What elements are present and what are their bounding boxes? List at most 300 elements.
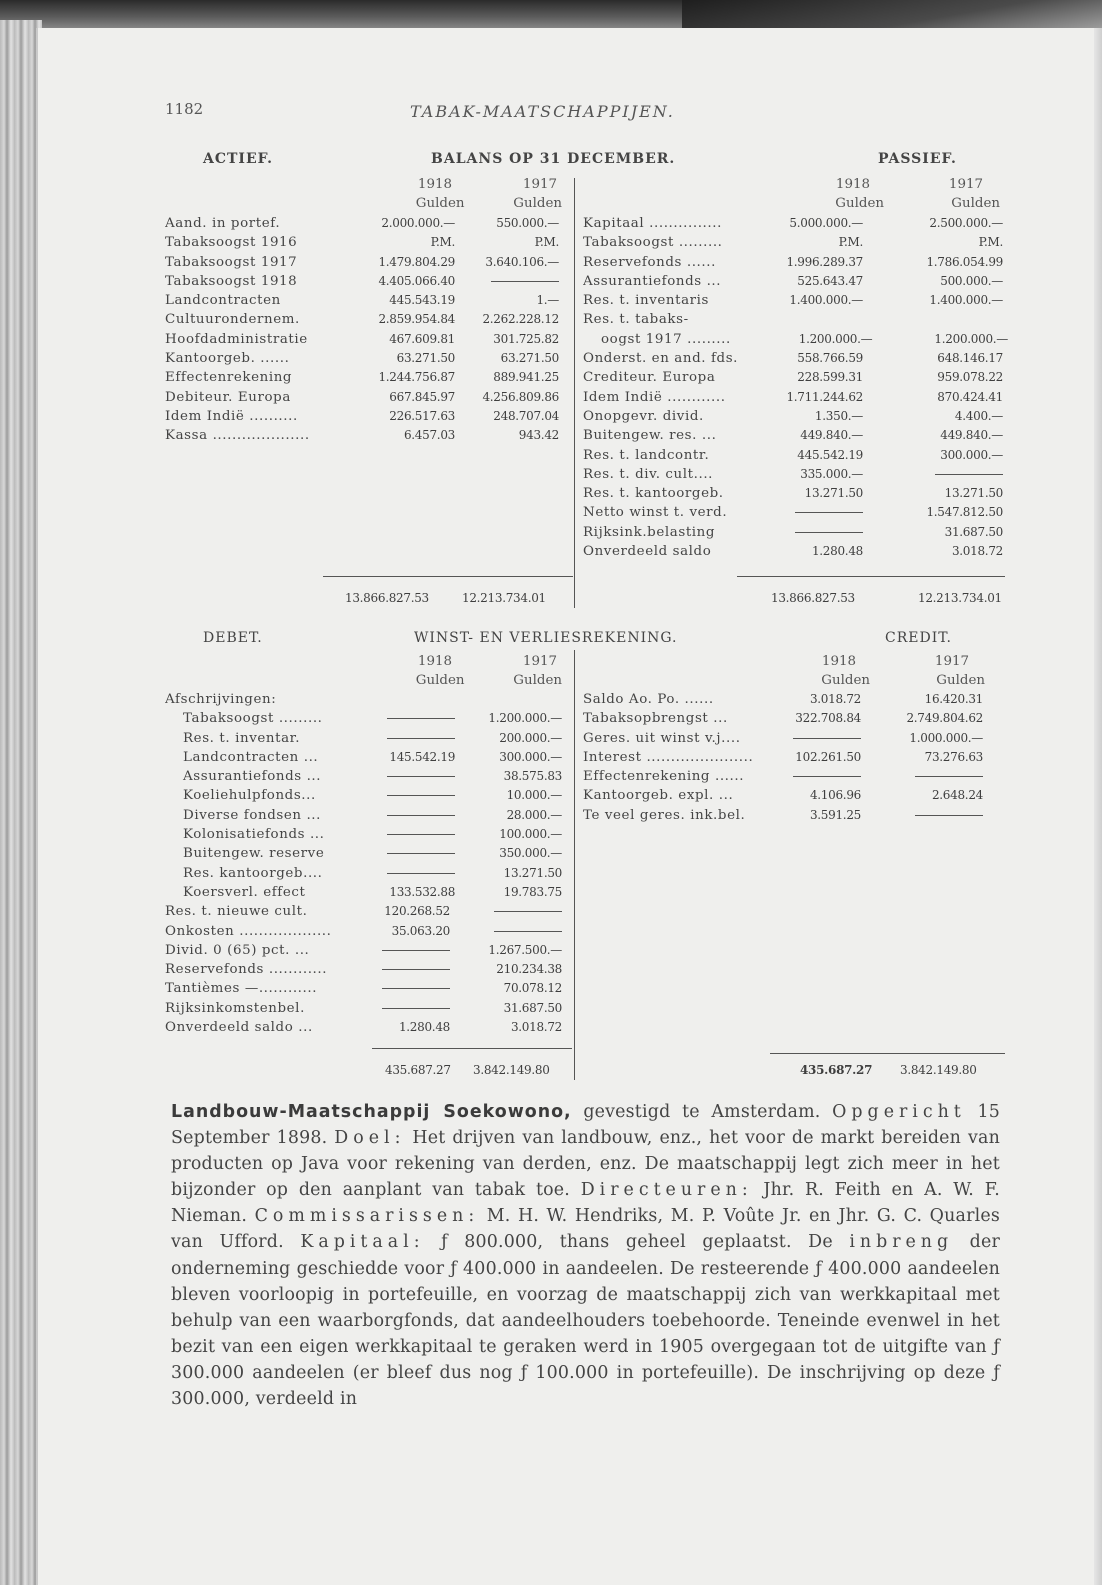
value-1918: 1.996.289.37	[786, 254, 863, 269]
table-row	[165, 214, 562, 233]
value-1918: 1.200.000.—	[798, 331, 873, 346]
table-row	[583, 253, 1008, 272]
value-1917: 1.200.000.—	[934, 331, 1009, 346]
value-1917: 301.725.82	[493, 331, 559, 346]
table-row	[583, 349, 1008, 368]
table-row	[583, 748, 1008, 767]
row-label: Tabaksoogst 1918	[165, 273, 298, 289]
row-label: Koeliehulpfonds...	[183, 788, 316, 804]
value-1918	[379, 786, 455, 805]
row-label: Tabaksopbrengst ...	[583, 711, 728, 727]
passief-total-1918: 13.866.827.53	[771, 591, 855, 605]
value-1918	[787, 729, 861, 748]
row-label: Tabaksoogst 1917	[165, 254, 298, 270]
col-year-1917: 1917	[522, 654, 557, 669]
actief-heading: ACTIEF.	[203, 151, 274, 167]
row-label: Kantoorgeb. ......	[165, 351, 290, 367]
empty-dash	[387, 718, 455, 719]
row-label: Rijksink.belasting	[583, 524, 716, 540]
row-label: Afschrijvingen:	[165, 692, 277, 707]
row-label: Landcontracten	[165, 293, 281, 309]
table-row	[583, 388, 1008, 407]
value-1917	[450, 922, 562, 941]
value-1918: 4.106.96	[809, 788, 861, 803]
value-1918: P.M.	[838, 235, 863, 250]
text-run: Jhr. R. Feith en A. W. F. Nieman.	[171, 1180, 1000, 1227]
keyword-inbreng: inbreng	[849, 1232, 954, 1253]
col-year-1918: 1918	[835, 177, 870, 192]
value-1918: 445.543.19	[389, 293, 455, 308]
value-1917: 2.749.804.62	[906, 711, 983, 726]
empty-dash	[382, 1008, 450, 1009]
empty-dash	[387, 873, 455, 874]
row-label: Reservefonds ............	[165, 962, 328, 978]
page-number: 1182	[165, 100, 204, 118]
row-label: Crediteur. Europa	[583, 370, 716, 386]
table-row	[583, 368, 1008, 387]
text-run: gevestigd te Amsterdam.	[571, 1102, 833, 1122]
value-1918	[787, 767, 861, 786]
empty-dash	[494, 911, 562, 912]
value-1917: 38.575.83	[503, 769, 562, 784]
row-label: Saldo Ao. Po. ......	[583, 692, 714, 707]
row-label: Buitengew. res. ...	[583, 428, 717, 444]
keyword-kapitaal: Kapitaal:	[300, 1232, 425, 1253]
table-row	[165, 233, 562, 252]
value-1917: 550.000.—	[496, 216, 559, 230]
table-row	[583, 233, 1008, 252]
value-1918: 4.405.066.40	[378, 273, 455, 288]
company-description	[171, 1099, 1000, 1412]
text-run: der onderneming geschiedde voor ƒ 400.000 in aandeelen. De resteerende ƒ 400.000 aandeelen bleven voorloopig in portefeuille, en voorzag de maatschappij zich van werkkapitaal met behulp van een waarborgfonds, dat aandeelhouders toebehoorde. Teneinde evenwel in het bezit van een eigen werkkapitaal te geraken werd in 1905 overgegaan tot de uitgifte van ƒ 300.000 aandeelen (er bleef dus nog ƒ 100.000 in portefeuille). De inschrijving op deze ƒ 300.000, verdeeld in	[171, 1232, 1000, 1410]
col-unit-1918: Gulden	[415, 196, 465, 212]
row-label: Tabaksoogst .........	[183, 711, 323, 727]
row-label: Res. t. tabaks-	[583, 312, 689, 328]
table-row	[165, 825, 562, 844]
value-1918: 3.591.25	[809, 807, 861, 822]
row-label: Onverdeeld saldo	[583, 544, 712, 560]
table-row	[583, 426, 1008, 445]
table-row	[165, 690, 562, 709]
value-1918: 5.000.000.—	[789, 216, 863, 230]
value-1917: 1.—	[536, 293, 559, 308]
table-row	[165, 291, 562, 310]
table-row	[583, 690, 1008, 709]
table-row	[583, 214, 1008, 233]
empty-dash	[793, 776, 861, 777]
value-1917: 1.267.500.—	[488, 942, 562, 957]
value-1918	[379, 844, 455, 863]
debet-total-1917: 3.842.149.80	[473, 1063, 550, 1077]
value-1918: 1.280.48	[398, 1020, 450, 1035]
row-label: Tabaksoogst 1916	[165, 235, 298, 251]
table-row	[165, 310, 562, 329]
value-1918: P.M.	[430, 235, 455, 250]
value-1917: 210.234.38	[496, 962, 562, 977]
value-1918: 6.457.03	[403, 428, 455, 443]
running-title: TABAK-MAATSCHAPPIJEN.	[410, 102, 675, 121]
row-label: Koersverl. effect	[183, 884, 306, 900]
credit-total-1918: 435.687.27	[800, 1063, 873, 1077]
value-1917: P.M.	[978, 235, 1003, 250]
balance-divider	[574, 178, 575, 608]
row-label: Effectenrekening	[165, 370, 293, 386]
col-unit-1918: Gulden	[821, 673, 870, 689]
empty-dash	[915, 776, 983, 777]
value-1917: 2.262.228.12	[482, 312, 559, 327]
table-row	[165, 426, 562, 445]
table-row	[165, 330, 562, 349]
row-label: Tantièmes —............	[165, 981, 318, 997]
empty-dash	[387, 815, 455, 816]
table-row	[583, 407, 1008, 426]
table-row	[583, 786, 1008, 805]
value-1918: 120.268.52	[384, 904, 450, 919]
table-row	[583, 465, 1008, 484]
value-1918: 63.271.50	[396, 351, 455, 366]
col-year-1917: 1917	[948, 177, 983, 192]
row-label: Assurantiefonds ...	[583, 273, 722, 289]
text-run: 15 September 1898.	[171, 1102, 1000, 1149]
table-row	[165, 844, 562, 863]
value-1918	[379, 709, 455, 728]
row-label: Res. t. div. cult....	[583, 466, 714, 482]
value-1917	[863, 465, 1003, 484]
empty-dash	[915, 815, 983, 816]
row-label: Assurantiefonds ...	[183, 769, 322, 785]
row-label: Kolonisatiefonds ...	[183, 827, 325, 843]
row-label: Idem Indië ............	[583, 389, 726, 405]
empty-dash	[387, 795, 455, 796]
value-1918	[379, 729, 455, 748]
row-label: Tabaksoogst .........	[583, 235, 723, 251]
table-row	[583, 310, 1008, 329]
row-label: Geres. uit winst v.j....	[583, 730, 741, 746]
row-label: Res. kantoorgeb....	[183, 865, 323, 881]
row-label: Buitengew. reserve	[183, 846, 325, 862]
value-1918: 102.261.50	[795, 749, 861, 764]
value-1917: 449.840.—	[940, 428, 1003, 443]
value-1918: 1.400.000.—	[789, 293, 863, 308]
actief-table	[165, 214, 562, 446]
empty-dash	[387, 738, 455, 739]
col-unit-1917: Gulden	[936, 673, 985, 689]
table-row	[165, 883, 562, 902]
value-1918: 667.845.97	[389, 389, 455, 404]
empty-dash	[491, 281, 559, 282]
table-row	[165, 806, 562, 825]
value-1918: 1.244.756.87	[378, 370, 455, 385]
table-row	[165, 388, 562, 407]
value-1918: 133.532.88	[389, 884, 456, 899]
credit-heading: CREDIT.	[885, 630, 952, 646]
value-1917: 248.707.04	[493, 408, 559, 423]
row-label: Onderst. en and. fds.	[583, 351, 739, 367]
value-1918: 226.517.63	[389, 408, 455, 423]
row-label: Reservefonds ......	[583, 254, 716, 270]
debet-total-rule	[372, 1048, 572, 1049]
value-1917: 959.078.22	[937, 370, 1003, 385]
table-row	[583, 729, 1008, 748]
col-unit-1917: Gulden	[951, 196, 1000, 212]
value-1917	[863, 310, 1003, 329]
value-1918: 3.018.72	[809, 692, 861, 706]
row-label: Res. t. inventaris	[583, 293, 710, 309]
value-1917	[450, 902, 562, 921]
text-run: ƒ 800.000, thans geheel geplaatst. De	[424, 1232, 850, 1253]
value-1917: 10.000.—	[506, 788, 562, 803]
row-label: Rijksinkomstenbel.	[165, 1000, 305, 1016]
value-1918: 1.479.804.29	[378, 254, 455, 269]
row-label: Cultuurondernem.	[165, 312, 300, 328]
row-label: Res. t. kantoorgeb.	[583, 486, 724, 502]
table-row	[165, 729, 562, 748]
table-row	[583, 272, 1008, 291]
row-label: Res. t. nieuwe cult.	[165, 904, 308, 920]
empty-dash	[387, 776, 455, 777]
row-label: Onopgevr. divid.	[583, 408, 704, 424]
value-1917: 73.276.63	[924, 749, 983, 764]
value-1918	[379, 864, 455, 883]
row-label: Res. t. inventar.	[183, 730, 301, 746]
value-1917: 1.200.000.—	[488, 711, 562, 726]
row-label: Idem Indië ..........	[165, 408, 298, 424]
table-row	[583, 806, 1008, 825]
debet-total-1918: 435.687.27	[385, 1063, 451, 1077]
empty-dash	[382, 969, 450, 970]
value-1918: 2.859.954.84	[378, 312, 455, 327]
value-1917: 100.000.—	[499, 827, 562, 842]
value-1917: 4.256.809.86	[482, 389, 559, 404]
debet-table	[165, 690, 562, 1037]
value-1918: 145.542.19	[389, 749, 456, 764]
empty-dash	[382, 988, 450, 989]
col-unit-1917: Gulden	[513, 673, 563, 689]
table-row	[165, 864, 562, 883]
table-row	[583, 523, 1008, 542]
table-row	[165, 922, 562, 941]
value-1918: 1.711.244.62	[786, 389, 863, 404]
value-1917: 70.078.12	[503, 981, 562, 996]
credit-total-1917: 3.842.149.80	[900, 1063, 977, 1077]
value-1918	[370, 690, 450, 709]
row-label: Res. t. landcontr.	[583, 447, 710, 463]
table-row	[165, 253, 562, 272]
value-1918	[775, 503, 863, 522]
value-1917: 648.146.17	[937, 351, 1003, 366]
table-row	[583, 709, 1008, 728]
keyword-doel: Doel:	[334, 1128, 406, 1149]
value-1918	[379, 806, 455, 825]
value-1918	[370, 979, 450, 998]
table-row	[165, 349, 562, 368]
value-1918: 1.350.—	[814, 408, 863, 423]
value-1918: 322.708.84	[795, 711, 861, 726]
value-1917	[861, 767, 983, 786]
scan-top-shadow	[682, 0, 1102, 30]
credit-column-headers	[583, 652, 1003, 691]
passief-total-rule	[737, 576, 1005, 577]
row-label: Divid. 0 (65) pct. ...	[165, 942, 310, 958]
debet-heading: DEBET.	[203, 630, 263, 646]
table-row	[165, 960, 562, 979]
value-1917: 1.000.000.—	[909, 730, 983, 745]
passief-heading: PASSIEF.	[878, 151, 957, 167]
table-row	[583, 330, 1008, 349]
actief-total-1917: 12.213.734.01	[462, 591, 546, 605]
value-1917: 1.786.054.99	[926, 254, 1003, 269]
value-1918: 525.643.47	[797, 273, 863, 288]
col-year-1918: 1918	[417, 177, 452, 192]
table-row	[165, 1018, 562, 1037]
passief-total-1917: 12.213.734.01	[918, 591, 1002, 605]
value-1917: 28.000.—	[506, 807, 562, 822]
value-1917: 500.000.—	[940, 273, 1003, 288]
row-label: Diverse fondsen ...	[183, 807, 322, 823]
table-row	[165, 368, 562, 387]
table-row	[583, 542, 1008, 561]
value-1917: 4.400.—	[954, 408, 1003, 423]
value-1918: 13.271.50	[804, 486, 863, 501]
value-1917	[455, 272, 559, 291]
profit-loss-title: WINST- EN VERLIESREKENING.	[414, 630, 678, 646]
value-1918: 335.000.—	[800, 466, 863, 481]
value-1917	[450, 690, 562, 709]
profit-loss-divider	[574, 650, 575, 1080]
col-year-1918: 1918	[417, 654, 452, 669]
value-1918	[379, 825, 455, 844]
table-row	[165, 941, 562, 960]
text-run: M. H. W. Hendriks, M. P. Voûte Jr. en Jhr. G. C. Quarles van Ufford.	[171, 1206, 1001, 1253]
value-1917: 31.687.50	[503, 1000, 562, 1015]
table-row	[165, 709, 562, 728]
value-1918	[370, 960, 450, 979]
empty-dash	[795, 532, 863, 533]
value-1918	[379, 767, 455, 786]
value-1918: 2.000.000.—	[381, 216, 455, 230]
value-1918: 445.542.19	[797, 447, 863, 462]
row-label: Hoofdadministratie	[165, 331, 308, 347]
balance-sheet-title: BALANS OP 31 DECEMBER.	[431, 151, 676, 167]
row-label: Kassa ....................	[165, 428, 310, 444]
keyword-opgericht: Opgericht	[832, 1102, 966, 1122]
col-year-1917: 1917	[522, 177, 557, 192]
value-1918	[370, 941, 450, 960]
row-label: Landcontracten ...	[183, 749, 319, 765]
row-label: Onverdeeld saldo ...	[165, 1020, 313, 1036]
table-row	[583, 767, 1008, 786]
table-row	[583, 291, 1008, 310]
value-1917: 350.000.—	[499, 846, 562, 861]
table-row	[165, 272, 562, 291]
value-1917: 1.547.812.50	[926, 505, 1003, 520]
row-label: Onkosten ...................	[165, 923, 332, 939]
keyword-commissarissen: Commissarissen:	[254, 1206, 480, 1227]
value-1917: 2.648.24	[931, 788, 983, 803]
col-year-1917: 1917	[934, 654, 969, 669]
col-year-1918: 1918	[821, 654, 856, 669]
credit-table	[583, 690, 1008, 825]
empty-dash	[795, 512, 863, 513]
empty-dash	[793, 738, 861, 739]
value-1917: 870.424.41	[937, 389, 1003, 404]
table-row	[165, 407, 562, 426]
firm-name: Landbouw-Maatschappij Soekowono,	[171, 1102, 572, 1122]
value-1917: 889.941.25	[493, 370, 559, 385]
value-1918: 1.280.48	[811, 544, 863, 559]
page-right-edge	[1094, 28, 1102, 1585]
table-row	[583, 503, 1008, 522]
empty-dash	[382, 950, 450, 951]
value-1918	[775, 310, 863, 329]
col-unit-1918: Gulden	[835, 196, 884, 212]
passief-table	[583, 214, 1008, 561]
empty-dash	[935, 474, 1003, 475]
table-row	[165, 748, 562, 767]
value-1917: P.M.	[534, 235, 559, 250]
value-1917: 13.271.50	[944, 486, 1003, 501]
empty-dash	[494, 931, 562, 932]
value-1917: 2.500.000.—	[929, 216, 1003, 230]
value-1917: 63.271.50	[500, 351, 559, 366]
row-label: Aand. in portef.	[165, 216, 281, 231]
value-1917: 200.000.—	[499, 730, 562, 745]
row-label: oogst 1917 .........	[601, 331, 731, 347]
debet-column-headers	[165, 652, 562, 691]
row-label: Kapitaal ...............	[583, 216, 722, 231]
value-1918: 449.840.—	[800, 428, 863, 443]
table-row	[165, 786, 562, 805]
col-unit-1917: Gulden	[513, 196, 563, 212]
row-label: Effectenrekening ......	[583, 769, 745, 785]
table-row	[583, 446, 1008, 465]
value-1917: 19.783.75	[503, 884, 562, 899]
empty-dash	[387, 853, 455, 854]
value-1918: 558.766.59	[797, 351, 863, 366]
actief-total-rule	[323, 576, 573, 577]
value-1917: 3.018.72	[510, 1020, 562, 1035]
value-1917	[861, 806, 983, 825]
table-row	[165, 902, 562, 921]
row-label: Kantoorgeb. expl. ...	[583, 788, 734, 804]
col-unit-1918: Gulden	[415, 673, 465, 689]
value-1917: 13.271.50	[503, 865, 562, 880]
value-1918: 35.063.20	[391, 923, 450, 938]
value-1918: 228.599.31	[797, 370, 863, 385]
actief-total-1918: 13.866.827.53	[345, 591, 429, 605]
keyword-directeuren: Directeuren:	[580, 1180, 753, 1201]
value-1918: 467.609.81	[389, 331, 455, 346]
row-label: Interest ......................	[583, 749, 754, 765]
table-row	[165, 999, 562, 1018]
value-1917: 300.000.—	[940, 447, 1003, 462]
value-1918	[775, 523, 863, 542]
value-1917: 3.018.72	[951, 544, 1003, 559]
table-row	[165, 979, 562, 998]
passief-column-headers	[583, 175, 1003, 214]
actief-column-headers	[165, 175, 562, 214]
value-1917: 31.687.50	[944, 524, 1003, 539]
empty-dash	[387, 834, 455, 835]
row-label: Te veel geres. ink.bel.	[583, 807, 746, 823]
row-label: Netto winst t. verd.	[583, 505, 728, 521]
value-1917: 943.42	[518, 428, 559, 443]
text-run: Het drijven van landbouw, enz., het voor de markt bereiden van producten op Java voor rekening van derden, enz. De maatschappij legt zich meer in het bijzonder op den aanplant van tabak toe.	[171, 1128, 1000, 1201]
table-row	[165, 767, 562, 786]
value-1917: 3.640.106.—	[485, 254, 559, 269]
value-1917: 1.400.000.—	[929, 293, 1003, 308]
row-label: Debiteur. Europa	[165, 389, 291, 405]
